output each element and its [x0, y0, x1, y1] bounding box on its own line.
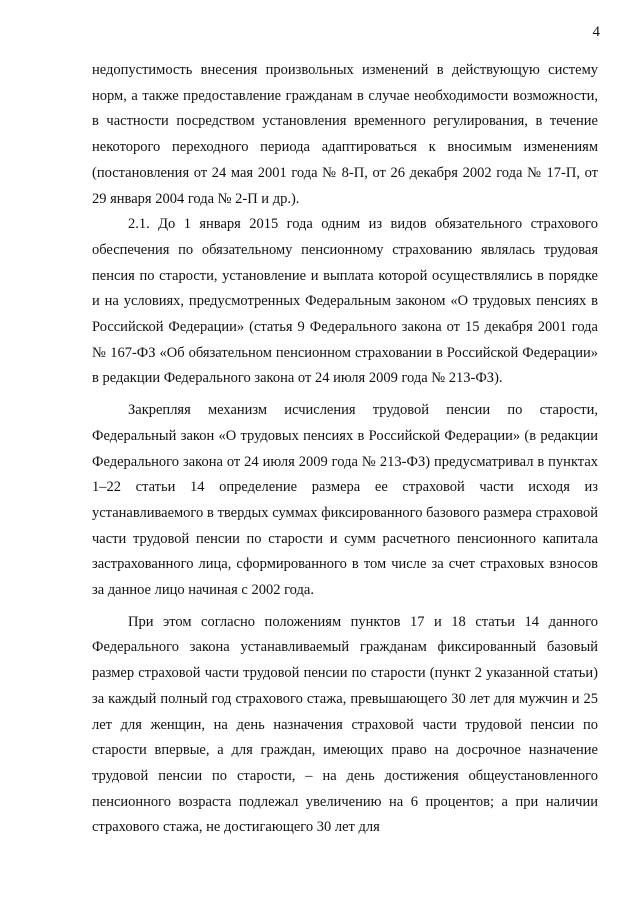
- paragraph-section-2-1: 2.1. До 1 января 2015 года одним из видов обязательного страхового обеспечения по обязательному пенсионному страхованию являлась трудовая пенсия по старости, установление и выплата которой осуществлялись в порядке и на условиях, предусмотренных Федеральным законом «О трудовых пенсиях в Российской Федерации» (статья 9 Федерального закона от 15 декабря 2001 года № 167-ФЗ «Об обязательном пенсионном страховании в Российской Федерации» в редакции Федерального закона от 24 июля 2009 года № 213-ФЗ).: [92, 216, 598, 387]
- page-number: 4: [592, 24, 600, 40]
- paragraph-provisions: При этом согласно положениям пунктов 17 и 18 статьи 14 данного Федерального закона устанавливаемый гражданам фиксированный базовый размер страховой части трудовой пенсии по старости (пункт 2 указанной статьи) за каждый полный год страхового стажа, превышающего 30 лет для мужчин и 25 лет для женщин, на день назначения страховой части трудовой пенсии по старости впервые, а для граждан, имеющих право на досрочное назначение трудовой пенсии по старости, – на день достижения общеустановленного пенсионного возраста подлежал увеличению на 6 процентов; а при наличии страхового стажа, не достигающего 30 лет для: [92, 613, 598, 836]
- paragraph-mechanism: Закрепляя механизм исчисления трудовой пенсии по старости, Федеральный закон «О трудовых пенсиях в Российской Федерации» (в редакции Федерального закона от 24 июля 2009 года № 213-ФЗ) предусматривал в пунктах 1–22 статьи 14 определение размера ее страховой части исходя из устанавливаемого в твердых суммах фиксированного базового размера страховой части трудовой пенсии по старости и сумм расчетного пенсионного капитала застрахованного лица, сформированного в том числе за счет страховых взносов за данное лицо начиная с 2002 года.: [92, 402, 598, 599]
- document-body: [92, 58, 598, 841]
- paragraph-continuation: недопустимость внесения произвольных изменений в действующую систему норм, а также предоставление гражданам в случае необходимости возможности, в частности посредством установления временного регулирования, в течение некоторого переходного периода адаптироваться к вносимым изменениям (постановления от 24 мая 2001 года № 8-П, от 26 декабря 2002 года № 17-П, от 29 января 2004 года № 2-П и др.).: [92, 62, 598, 207]
